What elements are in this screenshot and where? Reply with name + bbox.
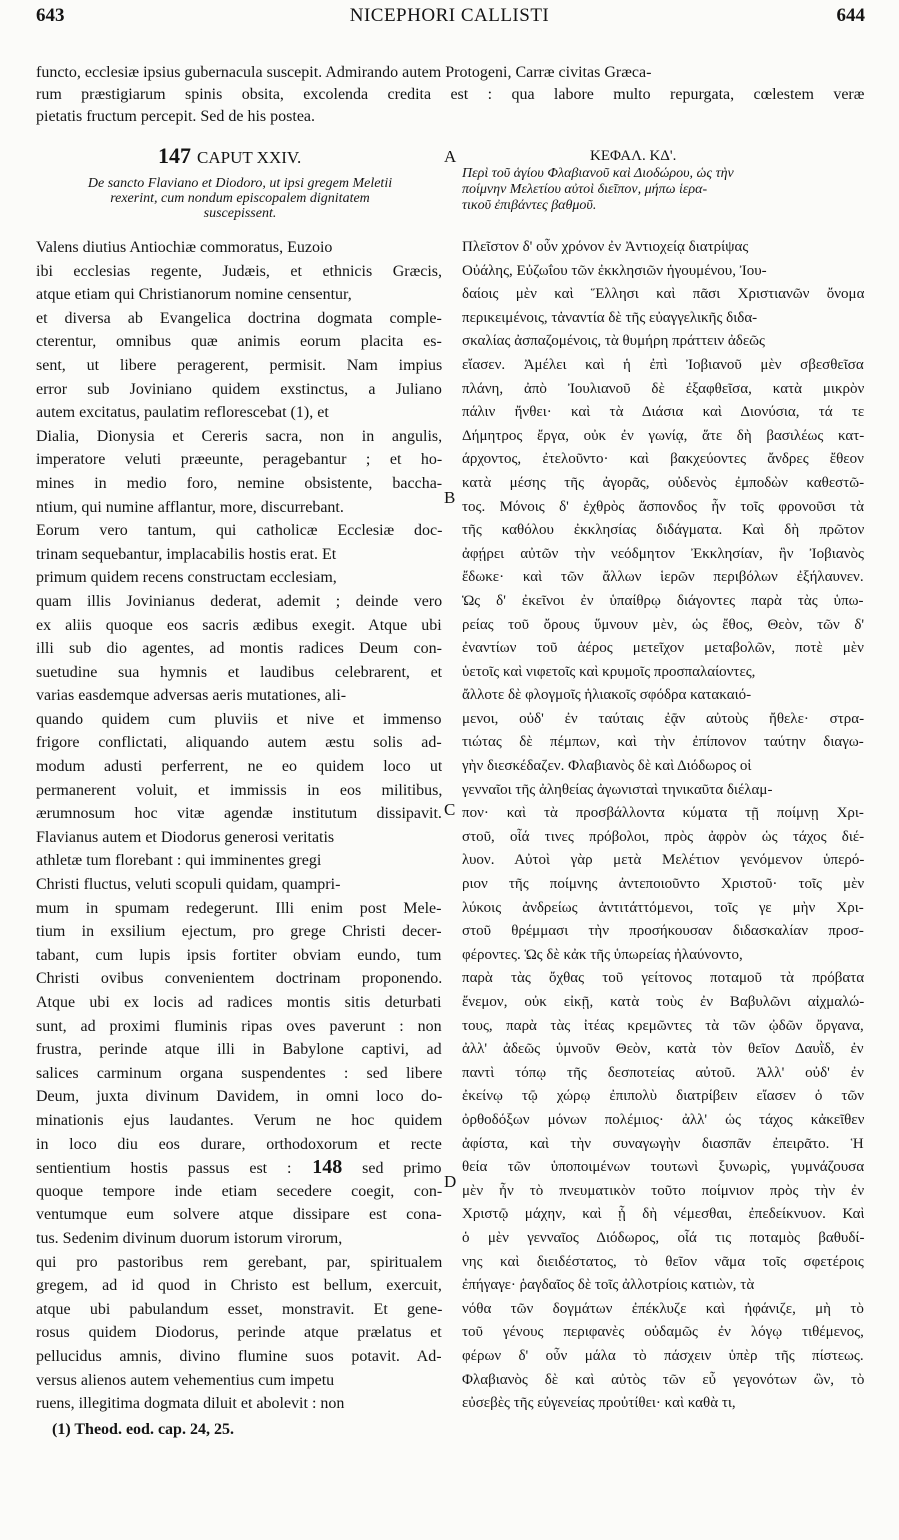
latin-chapter-summary: [36, 176, 444, 221]
greek-line: γὴν διεσκέδαζεν. Φλαβιανὸς δὲ καὶ Διόδωρος οἱ: [462, 758, 752, 775]
latin-column: [36, 236, 442, 1416]
latin-line: imperatore veluti præeunte, peragebantur ; et ho-: [36, 451, 442, 469]
greek-line: εὐσεβὲς τῆς εὐγενείας προὐτίθει· καὶ καθὰ τι,: [462, 1395, 736, 1412]
summary-line: Περὶ τοῦ ἁγίου Φλαβιανοῦ καὶ Διοδώρου, ὡς τὴν: [462, 166, 734, 181]
greek-line: ἄλλοτε δὲ φλογμοῖς ἡλιακοῖς σφόδρα κατακαιό-: [462, 687, 752, 704]
latin-line: Atque ubi ex locis ad radices montis sitis deturbati: [36, 994, 442, 1011]
latin-line: et diversa ab Evangelica doctrina dogmata comple-: [36, 309, 442, 327]
greek-line: ἐκείνῳ τῷ χώρῳ ἐπιπολὺ διατρίβειν εἴασεν ὁ τῶν: [462, 1088, 864, 1105]
greek-line: κατὰ μέσης τῆς ἀγορᾶς, οὐδενὸς ἐμποδὼν καθεστῶ-: [462, 474, 864, 491]
greek-line: μὲν ἦν τὸ πνευματικὸν τοῦτο ποίμνιον πρὸς τὴν ἐν: [462, 1182, 864, 1199]
summary-line: ποίμνην Μελετίου αὐτοὶ διεῖπον, μήπω ἱερα-: [462, 182, 708, 197]
greek-line: νης καὶ διειδέστατος, τὸ θεῖον νᾶμα τοῖς σφετέροις: [462, 1253, 864, 1270]
greek-line: ὀρθοδόξων μόνων πολέμιος· ἀλλ' ὡς τάχος κἀκεῖθεν: [462, 1111, 864, 1128]
greek-line: παντὶ τόπῳ τῆς δεσποτείας αὐτοῦ. Ἀλλ' οὐδ' ἐν: [462, 1064, 864, 1081]
greek-line: ἔνεμον, οὐκ εἰκῇ, κατὰ τοὺς ἐν Βαβυλῶνι αἰχμαλώ-: [462, 994, 864, 1010]
latin-line: salices carminum organa suspendentes : sed libere: [36, 1064, 442, 1082]
greek-line: περικειμένοις, τἀναντία δὲ τῆς εὐαγγελικῆς διδα-: [462, 309, 758, 326]
latin-line: sunt, ad proximi fluminis ripas oves paverunt : non: [36, 1017, 442, 1035]
latin-line: tium in exsilium ejectum, pro grege Christi decer-: [36, 923, 442, 941]
greek-line: ρείας τοῦ ὄρους ὕμνουν μὲν, ὡς ἔθος, Θεὸν, τῶν δ': [462, 616, 864, 633]
latin-line: quoque tempore inde etiam secedere coegit, con-: [36, 1182, 442, 1200]
continuation-text: [36, 62, 864, 128]
greek-line: Οὐάλης, Εὐζωΐου τῶν ἐκκλησιῶν ἡγουμένου, Ἰου-: [462, 262, 767, 279]
greek-line: Χριστῷ μάχην, καὶ ᾗ δὴ νέμεσθαι, ἐπεδείκνυον. Καὶ: [462, 1206, 864, 1223]
text-line: pietatis fructum percepit. Sed de his postea.: [36, 108, 316, 125]
latin-line: ventumque eum solvere atque dissipare est cona-: [36, 1206, 442, 1224]
latin-line: ærumnosum hoc vitæ agendæ institutum dissipavit.: [36, 805, 442, 823]
latin-line: modum adusti perferrent, ne eo quidem loco ut: [36, 758, 442, 776]
greek-line: ἀφῄρει αὐτῶν τὴν νεόδμητον Ἐκκλησίαν, ἣν Ἰοβιανὸς: [462, 545, 864, 562]
greek-line: λύκοις ἀνδρείως ἀντιτάττόμενοι, τοῖς γε μὴν Χρι-: [462, 899, 864, 916]
latin-line: quam illis Jovinianus dederat, ademit ; deinde vero: [36, 592, 442, 610]
latin-line: Christi fluctus, veluti scopuli quidam, quampri-: [36, 876, 341, 894]
summary-line: suscepissent.: [203, 206, 277, 221]
latin-line: ruens, illegitima dogmata diluit et abolevit : non: [36, 1395, 345, 1413]
greek-line: Δήμητρος ἔργα, οὐκ ἐν γωνίᾳ, ἅτε δὴ βασιλέως κατ-: [462, 427, 864, 444]
latin-line: rosus quidem Diodorus, perinde atque prælatus et: [36, 1324, 442, 1342]
latin-line: atque ubi pabulandum esset, monstravit. Et gene-: [36, 1300, 442, 1318]
greek-line: φέρων δ' οὖν μάλα τὸ πάσχειν ὑπὲρ τῆς πίστεως.: [462, 1347, 864, 1364]
greek-line: δαίοις μὲν καὶ Ἕλλησι καὶ πᾶσι Χριστιανῶν ὄνομα: [462, 286, 864, 303]
latin-line: ex aliis quoque eos sacris ædibus exegit. Atque ubi: [36, 616, 442, 634]
greek-line: γενναῖοι τῆς ἀληθείας ἀγωνισταὶ τηνικαῦτα διέλαμ-: [462, 781, 773, 798]
margin-letter-b: B: [444, 488, 456, 507]
greek-line: θεία τῶν ὑποποιμένων τουτωνὶ ξυνωρὶς, γυμνάζουσα: [462, 1159, 864, 1176]
latin-line: cterentur, omnibus quæ animis eorum placita es-: [36, 333, 442, 351]
text-line: rum præstigiarum spinis obsita, excolenda credita est : qua labore multo repurgata, cœlestem veræ: [36, 86, 865, 103]
latin-line: Flavianus autem et Diodorus generosi veritatis: [36, 828, 335, 846]
greek-line: σκαλίας ἀσπαζομένοις, τὰ θυμήρη πράττειν ἀδεῶς: [462, 333, 765, 350]
latin-line: athletæ tum florebant : qui imminentes gregi: [36, 852, 322, 870]
latin-line: atque etiam qui Christianorum nomine censentur,: [36, 286, 352, 304]
latin-line: sent, ut libere peragerent, permisit. Nam impius: [36, 356, 442, 374]
latin-line: tabant, cum lupis ipsis fortiter obviam eundo, tum: [36, 946, 442, 964]
latin-line: mum in spumam redegerunt. Illi enim post Mele-: [36, 899, 442, 917]
greek-line: εἴασεν. Ἀμέλει καὶ ἡ ἐπὶ Ἰοβιανοῦ μὲν σβεσθεῖσα: [462, 356, 864, 373]
caput-label: CAPUT XXIV.: [197, 148, 302, 167]
latin-line: gregem, ad id quod in Christo est bellum, exercuit,: [36, 1277, 442, 1295]
greek-line: πλάνη, ἀπὸ Ἰουλιανοῦ δὲ ἐξαφθεῖσα, κατὰ μικρὸν: [462, 380, 864, 397]
greek-line: ἔδωκε· καὶ τῶν ἄλλων ἱερῶν περιβόλων ἐξήλαυνεν.: [462, 569, 864, 586]
latin-line: permanerent voluit, et immissis in eos militibus,: [36, 781, 442, 799]
latin-line: error sub Joviniano quidem exstinctus, a Juliano: [36, 380, 442, 398]
latin-line: versus alienos autem vehementius cum impetu: [36, 1371, 335, 1389]
latin-line: tus. Sedenim divinum duorum istorum virorum,: [36, 1229, 343, 1247]
summary-line: τικοῦ ἐπιβάντες βαθμοῦ.: [462, 198, 597, 213]
latin-line: quando quidem cum pluviis et nive et immenso: [36, 710, 442, 728]
greek-chapter-heading: ΚΕΦΑΛ. ΚΔ'.: [590, 148, 677, 164]
latin-line: trinam sequebantur, implacabilis hostis erat. Et: [36, 545, 337, 563]
greek-line: Ὡς δ' ἐκεῖνοι ἐν ὑπαίθρῳ διάγοντες παρὰ τὰς ὑπω-: [462, 592, 864, 609]
latin-line: primum quidem recens constructam ecclesiam,: [36, 569, 337, 587]
latin-line: Eorum vero tantum, qui catholicæ Ecclesiæ doc-: [36, 522, 442, 540]
greek-line: ἀφίστα, καὶ τὴν συναγωγὴν διασπᾶν ἐπειρᾶτο. Ἡ: [462, 1135, 864, 1152]
greek-line: ἀλλ' ἀδεῶς ὑμνοῦν Θεὸν, κατὰ τὸν θεῖον Δαυῒδ, ἐν: [462, 1041, 864, 1058]
latin-chapter-heading: [158, 143, 301, 169]
greek-column: [462, 236, 864, 1416]
latin-line: sentientium hostis passus est : 148 sed primo: [36, 1156, 442, 1179]
latin-line: frigore conflictati, aliquando autem æstu solis ad-: [36, 734, 442, 752]
margin-letter-a: A: [444, 147, 457, 166]
page-number-right: 644: [836, 5, 865, 26]
greek-line: λυον. Αὐτοὶ γὰρ μετὰ Μελέτιον γενόμενον ὑπερό-: [462, 852, 864, 869]
greek-chapter-summary: [462, 166, 864, 214]
margin-letter-d: D: [444, 1172, 457, 1191]
greek-line: φέροντες. Ὡς δὲ κἀκ τῆς ὑπωρείας ἠλαύνοντο,: [462, 946, 743, 963]
summary-line: rexerint, cum nondum episcopalem dignitatem: [110, 191, 370, 206]
greek-line: ριον τῆς ποίμνης ἀντεποιοῦντο Χριστοῦ· τοῖς μὲν: [462, 876, 864, 893]
greek-line: στοῦ θρέμμασι τὴν προσήκουσαν διδασκαλίαν προσ-: [462, 923, 864, 940]
latin-line: Dialia, Dionysia et Cereris sacra, non in angulis,: [36, 427, 442, 445]
latin-line: mines in medio foro, nemine obsistente, baccha-: [36, 474, 442, 492]
greek-line: ὁ μὲν γενναῖος Διόδωρος, οἷά τις ποταμὸς βαθυδί-: [462, 1229, 864, 1246]
latin-line: varias easdemque adversas aeris mutationes, ali-: [36, 687, 347, 705]
latin-line: Deum, juxta divinum Davidem, in omni loco do-: [36, 1088, 442, 1106]
greek-line: μενοι, οὐδ' ἐν ταύταις ἐᾷν αὐτοὺς ἤθελε· στρα-: [462, 710, 864, 727]
greek-line: Πλεῖστον δ' οὖν χρόνον ἐν Ἀντιοχείᾳ διατρίψας: [462, 239, 749, 255]
greek-line: πον· καὶ τὰ προσβάλλοντα κύματα τῇ ποίμνῃ Χρι-: [462, 805, 864, 822]
chapter-column-number: 147: [158, 143, 191, 168]
greek-line: τος. Μόνοις δ' ἐχθρὸς ἄσπονδος ἦν τοῖς φρονοῦσι τὰ: [462, 498, 864, 515]
latin-line: ntium, qui numine afflantur, more, discurrebant.: [36, 498, 344, 516]
greek-line: τοῦ γένους περιφανὲς οὐδαμῶς ἐν λόγῳ τιθέμενος,: [462, 1324, 864, 1341]
greek-line: ἐναντίων τοῦ ἀέρος μετεῖχον μεταβολῶν, ποτὲ μὲν: [462, 640, 864, 657]
summary-line: De sancto Flaviano et Diodoro, ut ipsi gregem Meletii: [87, 176, 393, 191]
greek-line: άρχοντος, ἐτελοῦντο· καὶ βακχεύοντες ἄνδρες ἔθεον: [462, 451, 864, 468]
text-line: functo, ecclesiæ ipsius gubernacula suscepit. Admirando autem Protogeni, Carræ civitas Græca-: [36, 64, 652, 81]
greek-line: Φλαβιανὸς δὲ καὶ αὐτὸς τῶν εὖ γεγονότων ὢν, τὸ: [462, 1371, 864, 1388]
running-title: NICEPHORI CALLISTI: [349, 5, 550, 26]
page-number-left: 643: [36, 5, 65, 26]
inline-continuation: sed primo: [342, 1160, 442, 1178]
greek-line: παρὰ τὰς ὄχθας τοῦ γείτονος ποταμοῦ τὰ πρόβατα: [462, 970, 864, 987]
greek-line: ὑετοῖς καὶ νιφετοῖς καὶ κρυμοῖς προσπαλαίοντες,: [462, 663, 756, 680]
column-number-inline: 148: [291, 1156, 343, 1179]
latin-line: suetudine sua hymnis et laudibus celebrarent, et: [36, 663, 442, 681]
latin-line: ibi ecclesias regente, Judæis, et ethnicis Græcis,: [36, 262, 442, 280]
latin-line: qui pro pastoribus rem gerebant, par, spiritualem: [36, 1253, 442, 1271]
latin-line: in loco diu eos durare, orthodoxorum et recte: [36, 1135, 442, 1153]
latin-line: illi sub dio agentes, ad montis radices Deum con-: [36, 640, 442, 658]
margin-letter-c: C: [444, 800, 456, 819]
greek-line: τους, παρὰ τὰς ἰτέας κρεμῶντες τὰ τῶν ᾠδῶν ὄργανα,: [462, 1017, 864, 1034]
latin-line: Valens diutius Antiochiæ commoratus, Euzoio: [36, 239, 333, 256]
footnote: (1) Theod. eod. cap. 24, 25.: [52, 1421, 234, 1438]
latin-line: frustra, perinde atque illi in Babylone captivi, ad: [36, 1041, 442, 1059]
greek-line: πάλιν ἤνθει· καὶ τὰ Διάσια καὶ Διονύσια, τά τε: [462, 404, 864, 421]
latin-line: autem excitatus, paulatim reflorescebat (1), et: [36, 404, 329, 422]
greek-line: στοῦ, οἷά τινες πρόβολοι, πρὸς ἀφρὸν ὡς τάχος διέ-: [462, 828, 864, 845]
latin-line: pellucidus amnis, divino flumine suos potavit. Ad-: [36, 1347, 442, 1365]
greek-line: νόθα τῶν δογμάτων ἐπέκλυζε καὶ ἠφάνιζε, μὴ τὸ: [462, 1300, 864, 1317]
latin-line: minationis ejus laudantes. Verum ne hoc quidem: [36, 1111, 442, 1129]
greek-line: τῆς καθόλου ἐκκλησίας διδάγματα. Καὶ δὴ πρῶτον: [462, 522, 864, 539]
greek-line: ἐπήγαγε· ῥαγδαῖος δὲ τοῖς ἀλλοτρίοις κατιὼν, τὰ: [462, 1277, 755, 1294]
latin-line: Christi ovibus convenientem doctrinam proponendo.: [36, 970, 442, 988]
greek-line: τιώτας δὲ πέμπων, καὶ τὴν ἐπίπονον ταύτην διαγω-: [462, 734, 864, 751]
